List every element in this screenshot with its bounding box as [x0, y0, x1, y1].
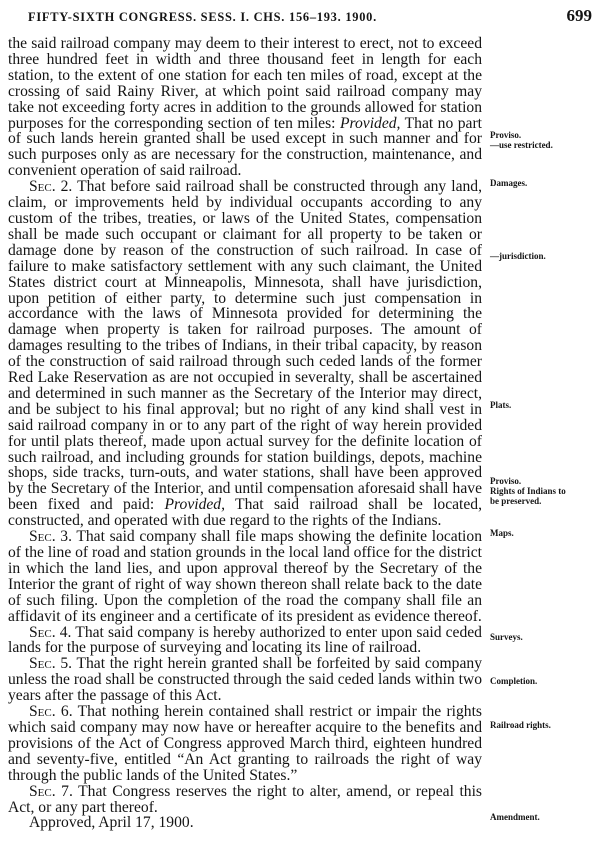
running-title: FIFTY-SIXTH CONGRESS. SESS. I. CHS. 156–193. 1900. [28, 10, 377, 24]
section-label: Sec. 2. [29, 178, 73, 196]
section-text: That before said railroad shall be constructed through any land, claim, or improvements held by individual occupants according to any custom of the tribes, treaties, or laws of the United States, compensation shall be made such occupant or claimant for all property to be taken or damage done by reason of the construction of such railroad. In case of failure to make satisfactory settlement with any such claimant, the United States district court at Minneapolis, Minnesota, shall have jurisdiction, upon petition of either party, to determine such just compensation in accordance with the laws of Minnesota provided for determining the damage when property is taken for railroad purposes. The amount of damages resulting to the tribes of Indians, in their tribal capacity, by reason of the construction of said railroad through such ceded lands of the former Red Lake Reservation as are not occupied in severalty, shall be ascertained and determined in such manner as the Secretary of the Interior may direct, and be subject to his final approval; but no right of any kind shall vest in said railroad company in or to any part of the right of way herein provided for until plats thereof, made upon actual survey for the definite location of such railroad, and including grounds for station buildings, depots, machine shops, side tracks, turn-outs, and water stations, shall have been approved by the Secretary of the Interior, and until compensation aforesaid shall have been fixed and paid: [8, 178, 482, 514]
section-text: That Congress reserves the right to alter, amend, or repeal this Act, or any part thereof. [8, 782, 482, 816]
margin-note-proviso-use [490, 130, 553, 150]
paragraph-continued [8, 36, 482, 179]
section-7 [8, 784, 482, 816]
section-text: That said company is hereby authorized to enter upon said ceded lands for the purpose of surveying and locating its line of railroad. [8, 623, 482, 657]
section-text: That nothing herein contained shall restrict or impair the rights which said company may now have or hereafter acquire to the benefits and provisions of the Act of Congress approved March third, eighteen hundred and seventy-five, entitled “An Act granting to railroads the right of way through the public lands of the United States.” [8, 703, 482, 784]
paragraph-text: the said railroad company may deem to their interest to erect, not to exceed three hundred feet in width and three thousand feet in length for each station, to the extent of one station for each ten miles of road, except at the crossing of said Rainy River, at which point said railroad company may take not exceeding forty acres in addition to the grounds allowed for station purposes for the corresponding section of ten miles: [8, 35, 482, 132]
section-4 [8, 625, 482, 657]
margin-note-line: —use restricted. [490, 140, 553, 150]
section-5 [8, 656, 482, 704]
section-label: Sec. 5. [29, 655, 73, 673]
margin-note-jurisdiction: —jurisdiction. [490, 251, 546, 261]
section-2 [8, 179, 482, 529]
margin-note-proviso-rights [490, 476, 566, 506]
statute-text [8, 36, 482, 831]
section-3 [8, 529, 482, 624]
section-6 [8, 704, 482, 784]
margin-note-surveys: Surveys. [490, 632, 523, 642]
section-text: That the right herein granted shall be forfeited by said company unless the road shall be constructed through the said ceded lands within two years after the passage of this Act. [8, 655, 482, 705]
margin-note-amendment: Amendment. [490, 812, 540, 822]
proviso-term: Provided, [164, 496, 225, 514]
paragraph-text: That no part of such lands herein granted shall be used except in such manner and for such purposes only as are necessary for the construction, maintenance, and convenient operation of said railroad. [8, 114, 482, 180]
section-label: Sec. 3. [29, 528, 72, 546]
running-header [28, 6, 594, 30]
margin-note-line: Proviso. [490, 476, 522, 486]
margin-note-railroad-rights: Railroad rights. [490, 720, 551, 730]
page-number: 699 [566, 6, 592, 25]
margin-note-plats: Plats. [490, 400, 512, 410]
approval-line: Approved, April 17, 1900. [29, 814, 194, 832]
section-label: Sec. 6. [29, 703, 73, 721]
proviso-term: Provided, [339, 114, 401, 132]
section-text: That said railroad shall be located, constructed, and operated with due regard to the rights of the Indians. [8, 496, 482, 530]
margin-note-maps: Maps. [490, 528, 514, 538]
margin-note-completion: Completion. [490, 676, 538, 686]
margin-note-line: Rights of Indians to [490, 486, 566, 496]
section-label: Sec. 7. [29, 782, 73, 800]
section-label: Sec. 4. [29, 623, 72, 641]
section-text: That said company shall file maps showing the definite location of the line of road and station grounds in the local land office for the district in which the land lies, and upon approval thereof by the Secretary of the Interior the grant of right of way shown thereon shall relate back to the date of such filing. Upon the completion of the road the company shall file an affidavit of its engineer and a certificate of its president as evidence thereof. [8, 528, 482, 625]
margin-note-line: Proviso. [490, 130, 522, 140]
margin-note-damages: Damages. [490, 178, 528, 188]
margin-note-line: be preserved. [490, 496, 542, 506]
